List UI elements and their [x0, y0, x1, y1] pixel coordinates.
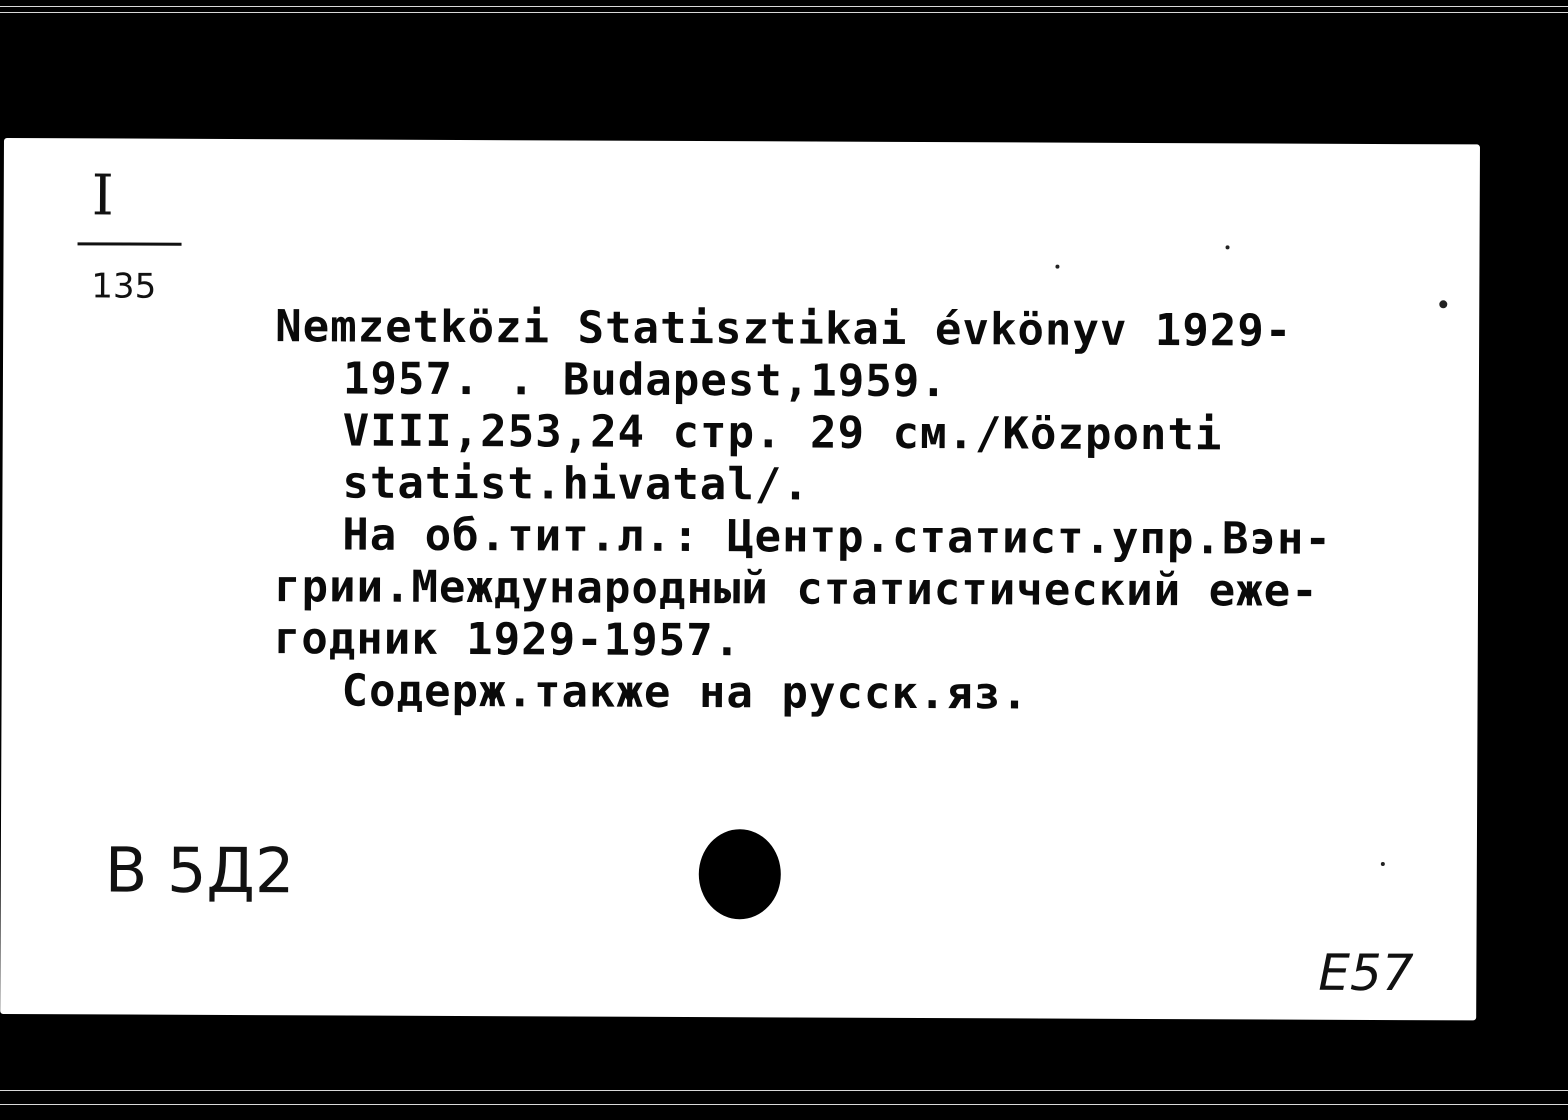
entry-line: statist.hivatal/. [342, 457, 810, 511]
entry-line: Содерж.также на русск.яз. [341, 665, 1029, 720]
entry-line: грии.Международный статистический еже- [273, 561, 1319, 617]
scan-rule-top [0, 6, 1568, 7]
shelf-mark-divider [78, 242, 182, 245]
entry-line: VIII,253,24 стр. 29 см./Központi [342, 405, 1223, 461]
shelf-mark-bottom: 135 [91, 266, 157, 307]
entry-line: Nemzetközi Statisztikai évkönyv 1929- [275, 301, 1293, 357]
ink-speck [1055, 265, 1059, 269]
catalog-card [0, 138, 1480, 1020]
bibliographic-entry [273, 301, 1455, 722]
entry-line: 1957. . Budapest,1959. [342, 353, 948, 408]
call-number: В 5Д2 [104, 833, 295, 908]
scan-rule-bottom [0, 1090, 1568, 1091]
shelf-mark-top: I [91, 163, 115, 229]
punch-hole [699, 829, 781, 919]
scan-rule-bottom-inner [0, 1104, 1568, 1105]
entry-line: годник 1929-1957. [273, 613, 742, 667]
corner-mark: E57 [1318, 943, 1414, 1003]
scan-rule-top-inner [0, 12, 1568, 13]
ink-speck [1226, 245, 1230, 249]
entry-line: На об.тит.л.: Центр.статист.упр.Вэн- [342, 509, 1333, 565]
ink-speck [1439, 300, 1447, 308]
ink-speck [1381, 862, 1385, 866]
